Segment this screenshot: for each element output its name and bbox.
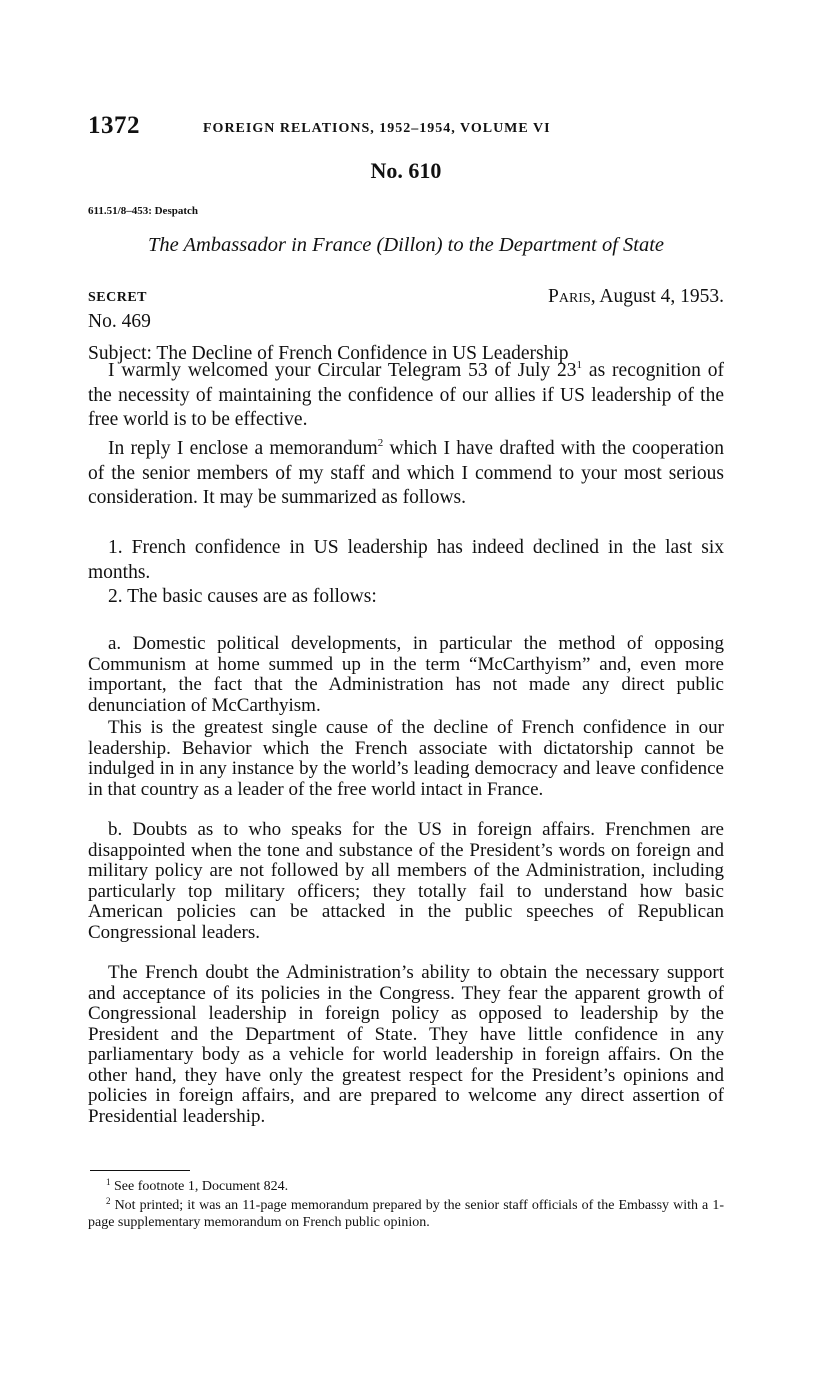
footnote-1-mark: 1 [106,1177,111,1187]
dateline-date: , August 4, 1953. [590,286,724,307]
paragraph-7: b. Doubts as to who speaks for the US in foreign affairs. Frenchmen are disappointed when the tone and substance of the President’s words on foreign and military policy are not followed by all members of the Administration, including particularly top military officers; they totally fail to understand how basic American policies can be attacked in the public speeches of Republican Congressional leaders. [88,819,724,943]
dateline [548,286,724,308]
footnote-1 [88,1178,724,1195]
classification-label: SECRET [88,290,148,305]
paragraph-1 [88,359,724,433]
paragraph-3: 1. French confidence in US leadership has indeed declined in the last six months. [88,537,724,583]
paragraph-4: 2. The basic causes are as follows: [108,586,377,607]
dateline-place: Paris [547,286,591,307]
document-title: The Ambassador in France (Dillon) to the Department of State [147,234,665,256]
footnote-ref-1: 1 [576,359,583,371]
paragraph-6: This is the greatest single cause of the decline of French confidence in our leadership. Behavior which the French associate with dictatorship cannot be indulged in in any instance by the world’s leading democracy and leave confidence in that country as a leader of the free world intact in France. [88,717,724,800]
footnote-2-text: Not printed; it was an 11-page memorandum prepared by the senior staff officials of the Embassy with a 1-page supplementary memorandum on French public opinion. [88,1198,724,1230]
footnote-divider [90,1170,190,1171]
paragraph-2 [88,437,724,511]
paragraph-5: a. Domestic political developments, in particular the method of opposing Communism at home summed up in the term “McCarthyism” and, even more important, the fact that the Administration has not made any direct public denunciation of McCarthyism. [88,633,724,716]
document-number: No. 610 [370,158,442,183]
paragraph-2-text-b: which I have drafted with the cooperation of the senior members of my staff and which I commend to your most serious consideration. It may be summarized as follows. [88,438,724,508]
footnote-2 [88,1197,724,1231]
file-number: 611.51/8–453: Despatch [88,205,198,217]
paragraph-1-text-b: as recognition of the necessity of maintaining the confidence of our allies if US leadership of the free world is to be effective. [88,360,724,430]
footnote-2-mark: 2 [106,1196,111,1206]
page-number: 1372 [88,112,140,139]
document-page [88,0,724,1380]
running-head: FOREIGN RELATIONS, 1952–1954, VOLUME VI [203,121,551,136]
paragraph-2-text-a: In reply I enclose a memorandum [108,438,378,459]
paragraph-8: The French doubt the Administration’s ability to obtain the necessary support and acceptance of its policies in the Congress. They fear the apparent growth of Congressional leadership in foreign policy as opposed to leadership by the President and the Department of State. They have little confidence in any parliamentary body as a vehicle for world leadership in foreign affairs. On the other hand, they have only the greatest respect for the President’s opinions and policies in foreign affairs, and are prepared to welcome any direct assertion of Presidential leadership. [88,962,724,1127]
footnote-ref-2: 2 [377,437,384,449]
paragraph-1-text-a: I warmly welcomed your Circular Telegram 53 of July 23 [108,360,577,381]
footnote-1-text: See footnote 1, Document 824. [110,1179,289,1194]
despatch-number: No. 469 [88,311,151,332]
subject-line: Subject: The Decline of French Confidence in US Leadership [88,343,569,364]
